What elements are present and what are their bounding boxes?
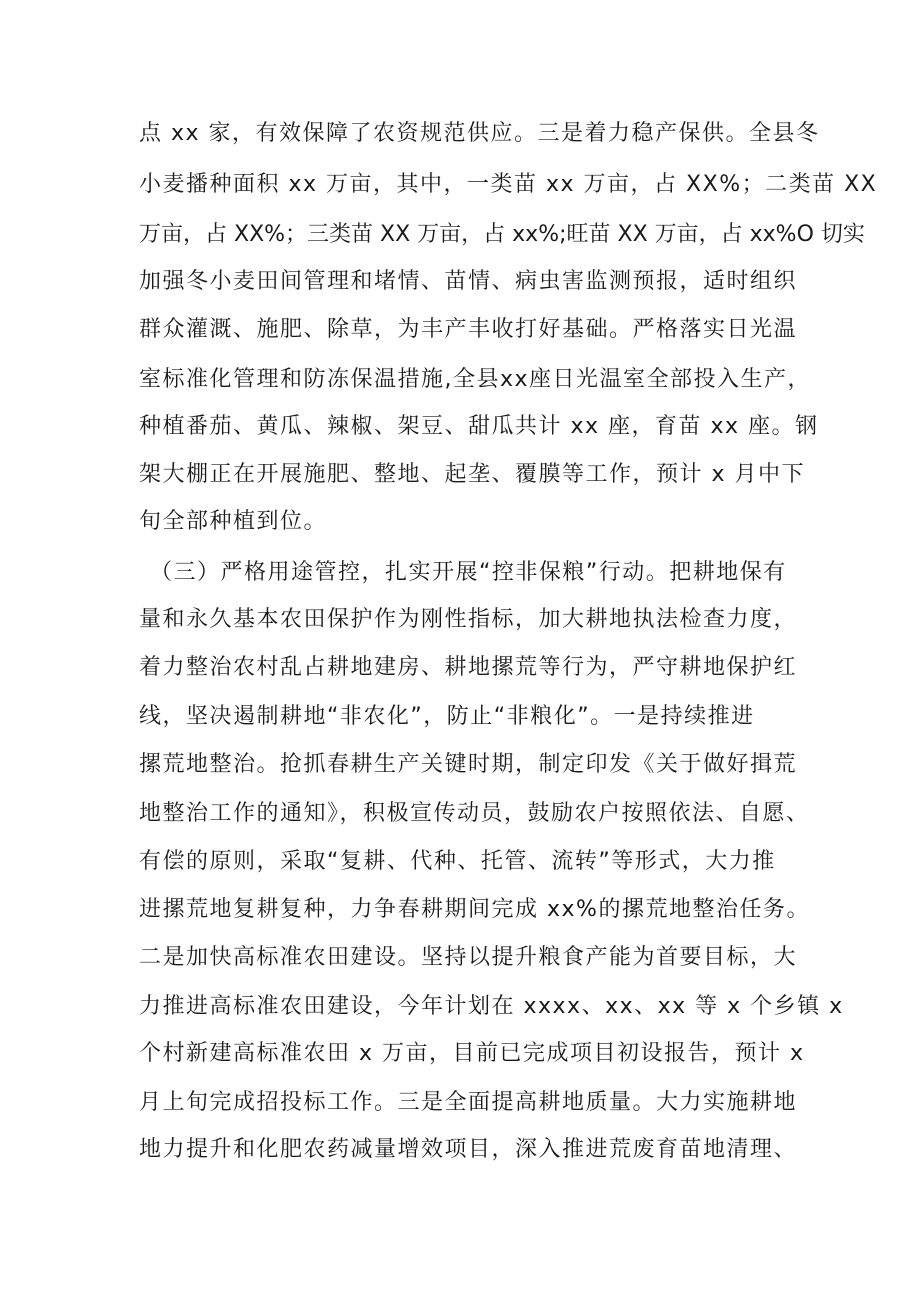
text-line: 二是加快高标准农田建设。坚持以提升粮食产能为首要目标，大 — [139, 945, 798, 970]
text-line: 线，坚决遏制耕地“非农化”，防止“非粮化”。一是持续推进 — [139, 704, 755, 729]
text-line: 量和永久基本农田保护作为刚性指标，加大耕地执法检查力度， — [139, 607, 798, 632]
text-line: 加强冬小麦田间管理和堵情、苗情、病虫害监测预报，适时组织 — [139, 269, 798, 294]
text-line: 摞荒地整治。抢抓春耕生产关键时期，制定印发《关于做好揖荒 — [139, 752, 798, 777]
text-line: 群众灌溉、施肥、除草，为丰产丰收打好基础。严格落实日光温 — [139, 317, 798, 342]
text-line: 个村新建高标准农田 x 万亩，目前已完成项目初设报告，预计 x — [139, 1041, 805, 1066]
text-line: 旬全部种植到位。 — [139, 509, 328, 534]
text-line: 月上旬完成招投标工作。三是全面提高耕地质量。大力实施耕地 — [139, 1090, 798, 1115]
text-line: 有偿的原则，采取“复耕、代种、托管、流转”等形式，大力推 — [139, 849, 776, 874]
text-line: 点 xx 家，有效保障了农资规范供应。三是着力稳产保供。全县冬 — [139, 121, 820, 146]
text-line: 种植番茄、黄瓜、辣椒、架豆、甜瓜共计 xx 座，育苗 xx 座。钢 — [139, 414, 819, 439]
section-heading-line: （三）严格用途管控，扎实开展“控非保粮”行动。把耕地保有 — [150, 560, 787, 585]
text-line: 着力整治农村乱占耕地建房、耕地摞荒等行为，严守耕地保护红 — [139, 655, 798, 680]
text-line: 万亩，占 XX%；三类苗 XX 万亩，占 xx%;旺苗 XX 万亩，占 xx%O 切实 — [139, 222, 865, 247]
text-line: 进摞荒地复耕复种，力争春耕期间完成 xx%的摞荒地整治任务。 — [139, 897, 810, 922]
text-line: 架大棚正在开展施肥、整地、起垄、覆膜等工作，预计 x 月中下 — [139, 462, 806, 487]
text-line: 地力提升和化肥农药减量增效项目，深入推进荒废育苗地清理、 — [139, 1137, 798, 1162]
text-line: 室标准化管理和防冻保温措施,全县xx座日光温室全部投入生产， — [139, 367, 812, 392]
text-line: 力推进高标准农田建设，今年计划在 xxxx、xx、xx 等 x 个乡镇 x — [139, 994, 844, 1019]
text-line: 小麦播种面积 xx 万亩，其中，一类苗 xx 万亩，占 XX%；二类苗 XX — [139, 172, 878, 197]
text-line: 地整治工作的通知》，积极宣传动员，鼓励农户按照依法、自愿、 — [139, 801, 810, 826]
